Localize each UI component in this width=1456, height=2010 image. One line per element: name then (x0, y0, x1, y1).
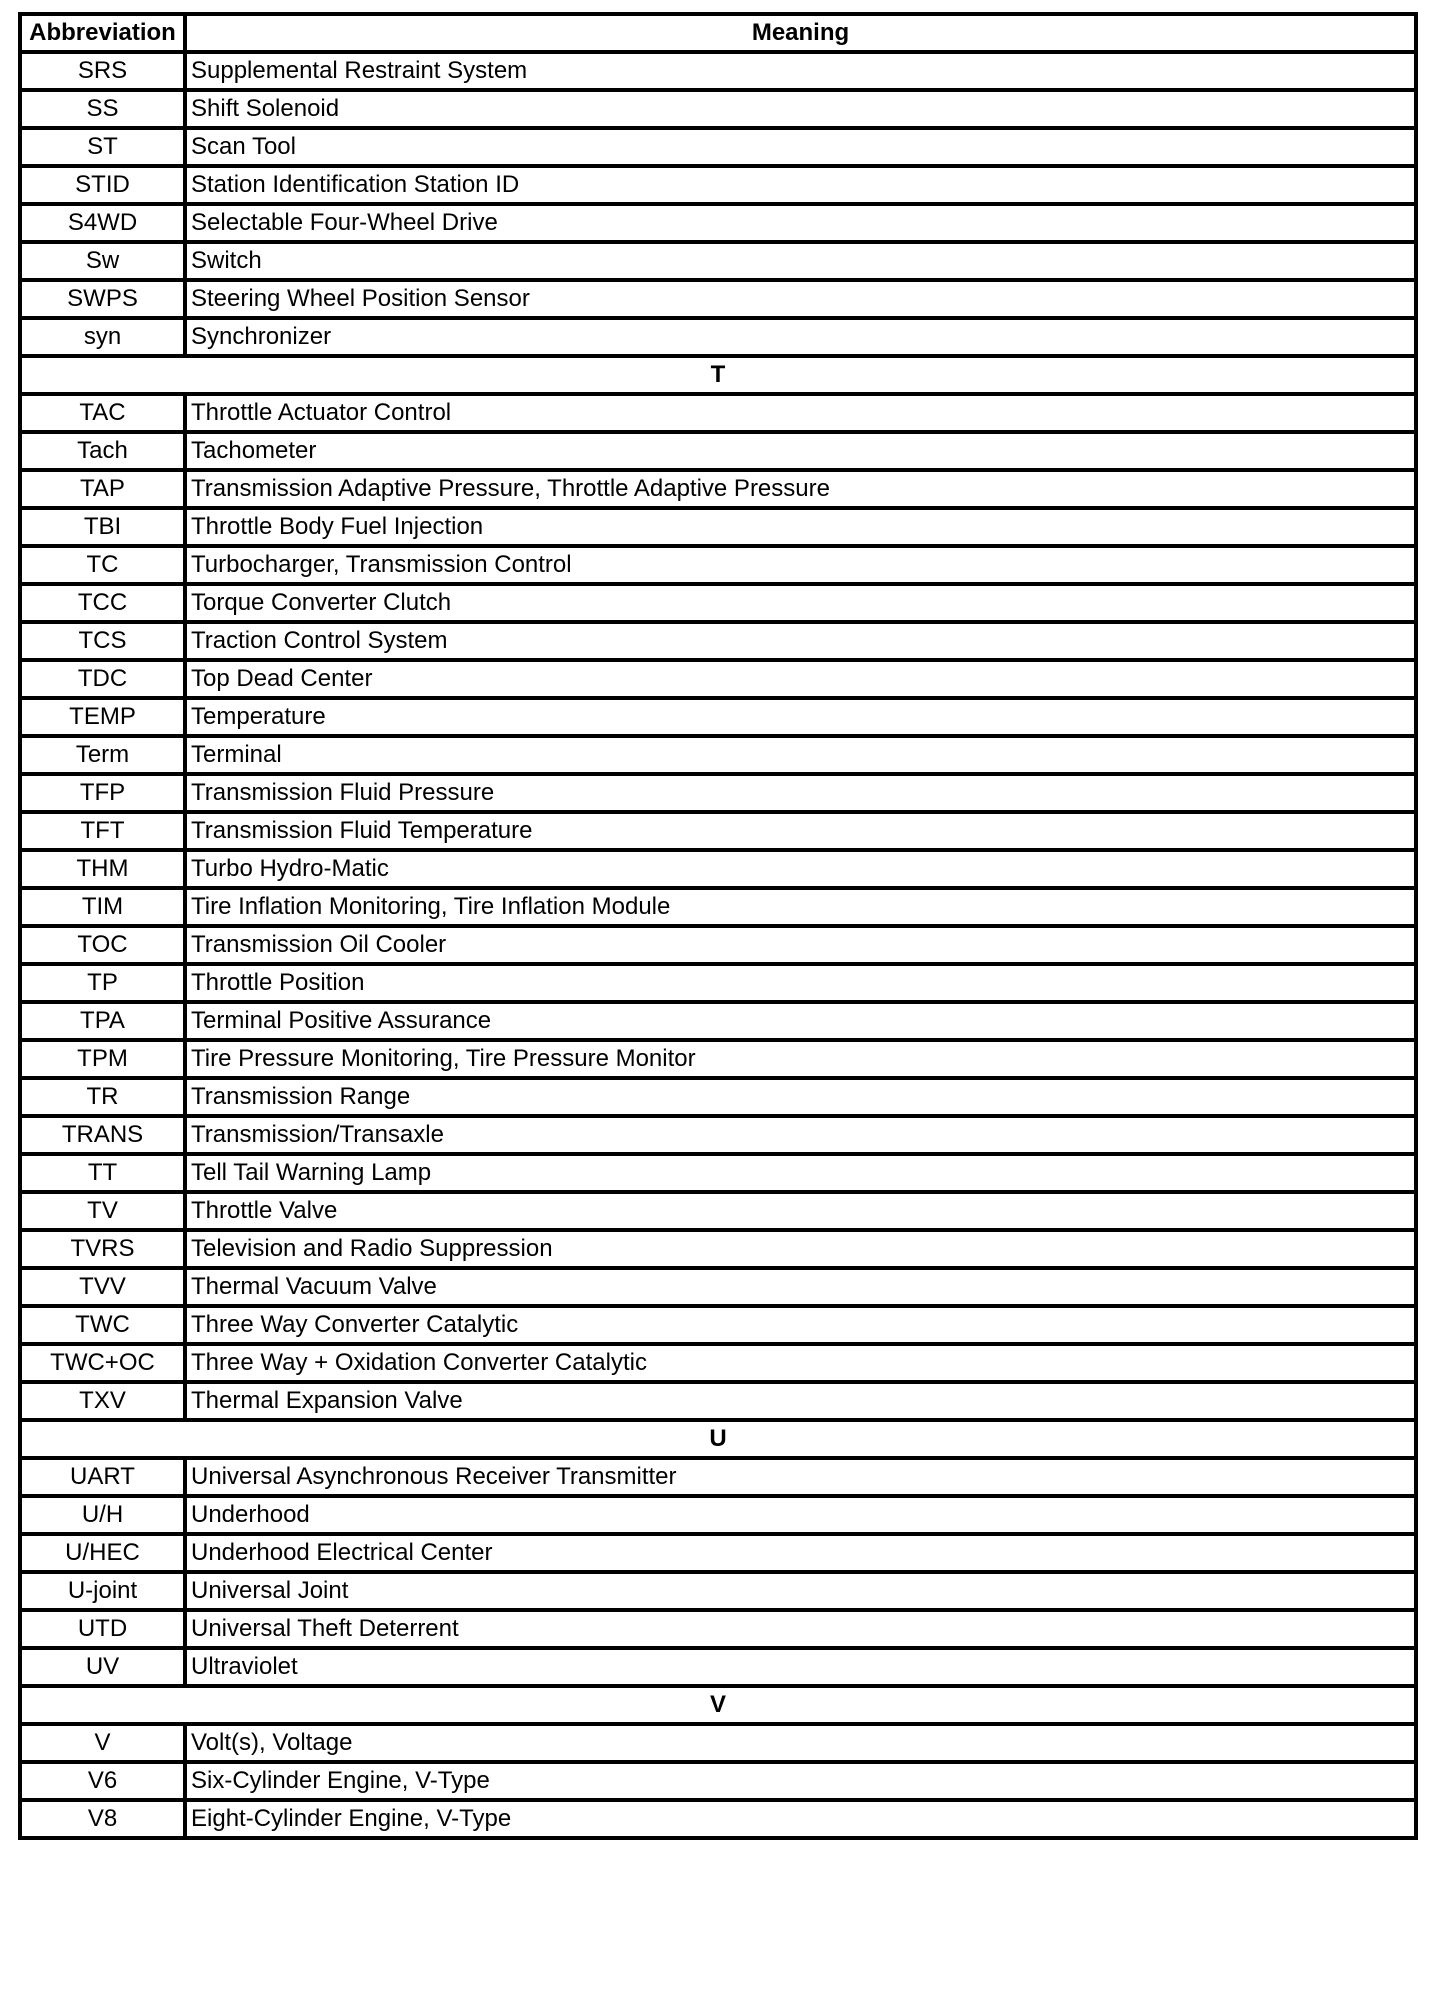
meaning-cell: Torque Converter Clutch (185, 584, 1416, 622)
abbreviation-cell: Tach (20, 432, 185, 470)
section-letter: V (20, 1686, 1416, 1724)
abbreviation-cell: TP (20, 964, 185, 1002)
abbreviation-cell: SWPS (20, 280, 185, 318)
table-row (20, 1230, 1416, 1268)
table-row (20, 584, 1416, 622)
meaning-cell: Synchronizer (185, 318, 1416, 356)
abbreviation-cell: Sw (20, 242, 185, 280)
abbreviation-cell: U/H (20, 1496, 185, 1534)
abbreviation-cell: THM (20, 850, 185, 888)
meaning-cell: Traction Control System (185, 622, 1416, 660)
abbreviation-cell: Term (20, 736, 185, 774)
table-row (20, 774, 1416, 812)
table-row (20, 546, 1416, 584)
meaning-cell: Tell Tail Warning Lamp (185, 1154, 1416, 1192)
abbreviation-cell: SS (20, 90, 185, 128)
meaning-cell: Television and Radio Suppression (185, 1230, 1416, 1268)
abbreviation-cell: TXV (20, 1382, 185, 1420)
table-row (20, 622, 1416, 660)
table-row (20, 1382, 1416, 1420)
abbreviation-cell: UART (20, 1458, 185, 1496)
table-row (20, 52, 1416, 90)
abbreviation-cell: U/HEC (20, 1534, 185, 1572)
abbreviation-cell: TCC (20, 584, 185, 622)
table-row (20, 1648, 1416, 1686)
abbreviation-cell: UV (20, 1648, 185, 1686)
meaning-cell: Transmission Fluid Pressure (185, 774, 1416, 812)
abbreviation-cell: TV (20, 1192, 185, 1230)
abbreviation-cell: TAC (20, 394, 185, 432)
abbreviation-cell: ST (20, 128, 185, 166)
meaning-cell: Eight-Cylinder Engine, V-Type (185, 1800, 1416, 1838)
abbreviation-cell: TR (20, 1078, 185, 1116)
section-row (20, 356, 1416, 394)
meaning-cell: Transmission Range (185, 1078, 1416, 1116)
meaning-cell: Terminal (185, 736, 1416, 774)
meaning-cell: Tire Pressure Monitoring, Tire Pressure Monitor (185, 1040, 1416, 1078)
abbreviation-cell: V (20, 1724, 185, 1762)
meaning-cell: Tire Inflation Monitoring, Tire Inflation Module (185, 888, 1416, 926)
table-row (20, 964, 1416, 1002)
meaning-cell: Underhood (185, 1496, 1416, 1534)
abbreviation-cell: TAP (20, 470, 185, 508)
meaning-cell: Underhood Electrical Center (185, 1534, 1416, 1572)
meaning-cell: Temperature (185, 698, 1416, 736)
abbreviation-cell: TDC (20, 660, 185, 698)
table-row (20, 128, 1416, 166)
meaning-cell: Shift Solenoid (185, 90, 1416, 128)
header-abbreviation: Abbreviation (20, 14, 185, 52)
abbreviation-cell: TOC (20, 926, 185, 964)
meaning-cell: Throttle Actuator Control (185, 394, 1416, 432)
abbreviation-cell: TWC+OC (20, 1344, 185, 1382)
table-row (20, 1002, 1416, 1040)
section-letter: U (20, 1420, 1416, 1458)
meaning-cell: Scan Tool (185, 128, 1416, 166)
abbreviation-cell: STID (20, 166, 185, 204)
abbreviation-cell: S4WD (20, 204, 185, 242)
abbreviation-cell: TBI (20, 508, 185, 546)
abbreviation-cell: TIM (20, 888, 185, 926)
table-row (20, 888, 1416, 926)
abbreviation-cell: TPM (20, 1040, 185, 1078)
meaning-cell: Turbocharger, Transmission Control (185, 546, 1416, 584)
table-row (20, 1534, 1416, 1572)
abbreviation-cell: TFP (20, 774, 185, 812)
header-row (20, 14, 1416, 52)
header-meaning: Meaning (185, 14, 1416, 52)
meaning-cell: Supplemental Restraint System (185, 52, 1416, 90)
meaning-cell: Throttle Position (185, 964, 1416, 1002)
meaning-cell: Thermal Expansion Valve (185, 1382, 1416, 1420)
table-row (20, 736, 1416, 774)
section-row (20, 1686, 1416, 1724)
abbreviation-cell: TT (20, 1154, 185, 1192)
table-row (20, 1572, 1416, 1610)
table-row (20, 812, 1416, 850)
abbreviation-cell: TCS (20, 622, 185, 660)
meaning-cell: Ultraviolet (185, 1648, 1416, 1686)
table-row (20, 508, 1416, 546)
table-row (20, 1496, 1416, 1534)
meaning-cell: Thermal Vacuum Valve (185, 1268, 1416, 1306)
abbreviation-cell: TC (20, 546, 185, 584)
table-row (20, 1116, 1416, 1154)
meaning-cell: Switch (185, 242, 1416, 280)
table-row (20, 1306, 1416, 1344)
abbreviation-cell: syn (20, 318, 185, 356)
abbreviation-cell: TVV (20, 1268, 185, 1306)
meaning-cell: Transmission Oil Cooler (185, 926, 1416, 964)
abbreviation-cell: SRS (20, 52, 185, 90)
section-letter: T (20, 356, 1416, 394)
table-row (20, 660, 1416, 698)
table-row (20, 242, 1416, 280)
meaning-cell: Transmission Fluid Temperature (185, 812, 1416, 850)
abbreviation-cell: TVRS (20, 1230, 185, 1268)
table-row (20, 280, 1416, 318)
meaning-cell: Top Dead Center (185, 660, 1416, 698)
table-row (20, 1344, 1416, 1382)
table-row (20, 90, 1416, 128)
table-row (20, 1762, 1416, 1800)
table-row (20, 394, 1416, 432)
table-row (20, 166, 1416, 204)
abbreviation-table (18, 12, 1418, 1840)
meaning-cell: Universal Asynchronous Receiver Transmitter (185, 1458, 1416, 1496)
abbreviation-cell: TFT (20, 812, 185, 850)
meaning-cell: Volt(s), Voltage (185, 1724, 1416, 1762)
table-row (20, 698, 1416, 736)
table-body (20, 52, 1416, 1838)
abbreviation-cell: TEMP (20, 698, 185, 736)
table-row (20, 1268, 1416, 1306)
meaning-cell: Selectable Four-Wheel Drive (185, 204, 1416, 242)
meaning-cell: Six-Cylinder Engine, V-Type (185, 1762, 1416, 1800)
abbreviation-cell: V6 (20, 1762, 185, 1800)
meaning-cell: Transmission Adaptive Pressure, Throttle Adaptive Pressure (185, 470, 1416, 508)
table-row (20, 1192, 1416, 1230)
meaning-cell: Throttle Valve (185, 1192, 1416, 1230)
section-row (20, 1420, 1416, 1458)
table-row (20, 1458, 1416, 1496)
abbreviation-cell: TRANS (20, 1116, 185, 1154)
table-row (20, 1078, 1416, 1116)
table-row (20, 1800, 1416, 1838)
table-row (20, 432, 1416, 470)
meaning-cell: Three Way + Oxidation Converter Catalytic (185, 1344, 1416, 1382)
table-row (20, 1154, 1416, 1192)
meaning-cell: Tachometer (185, 432, 1416, 470)
table-row (20, 204, 1416, 242)
meaning-cell: Steering Wheel Position Sensor (185, 280, 1416, 318)
table-row (20, 1724, 1416, 1762)
abbreviation-cell: TPA (20, 1002, 185, 1040)
table-row (20, 318, 1416, 356)
abbreviation-cell: U-joint (20, 1572, 185, 1610)
meaning-cell: Throttle Body Fuel Injection (185, 508, 1416, 546)
meaning-cell: Transmission/Transaxle (185, 1116, 1416, 1154)
meaning-cell: Universal Theft Deterrent (185, 1610, 1416, 1648)
abbreviation-cell: TWC (20, 1306, 185, 1344)
abbreviation-cell: UTD (20, 1610, 185, 1648)
table-row (20, 470, 1416, 508)
table-row (20, 926, 1416, 964)
abbreviation-cell: V8 (20, 1800, 185, 1838)
table-row (20, 850, 1416, 888)
meaning-cell: Terminal Positive Assurance (185, 1002, 1416, 1040)
table-row (20, 1040, 1416, 1078)
meaning-cell: Station Identification Station ID (185, 166, 1416, 204)
meaning-cell: Turbo Hydro-Matic (185, 850, 1416, 888)
meaning-cell: Three Way Converter Catalytic (185, 1306, 1416, 1344)
table-row (20, 1610, 1416, 1648)
meaning-cell: Universal Joint (185, 1572, 1416, 1610)
